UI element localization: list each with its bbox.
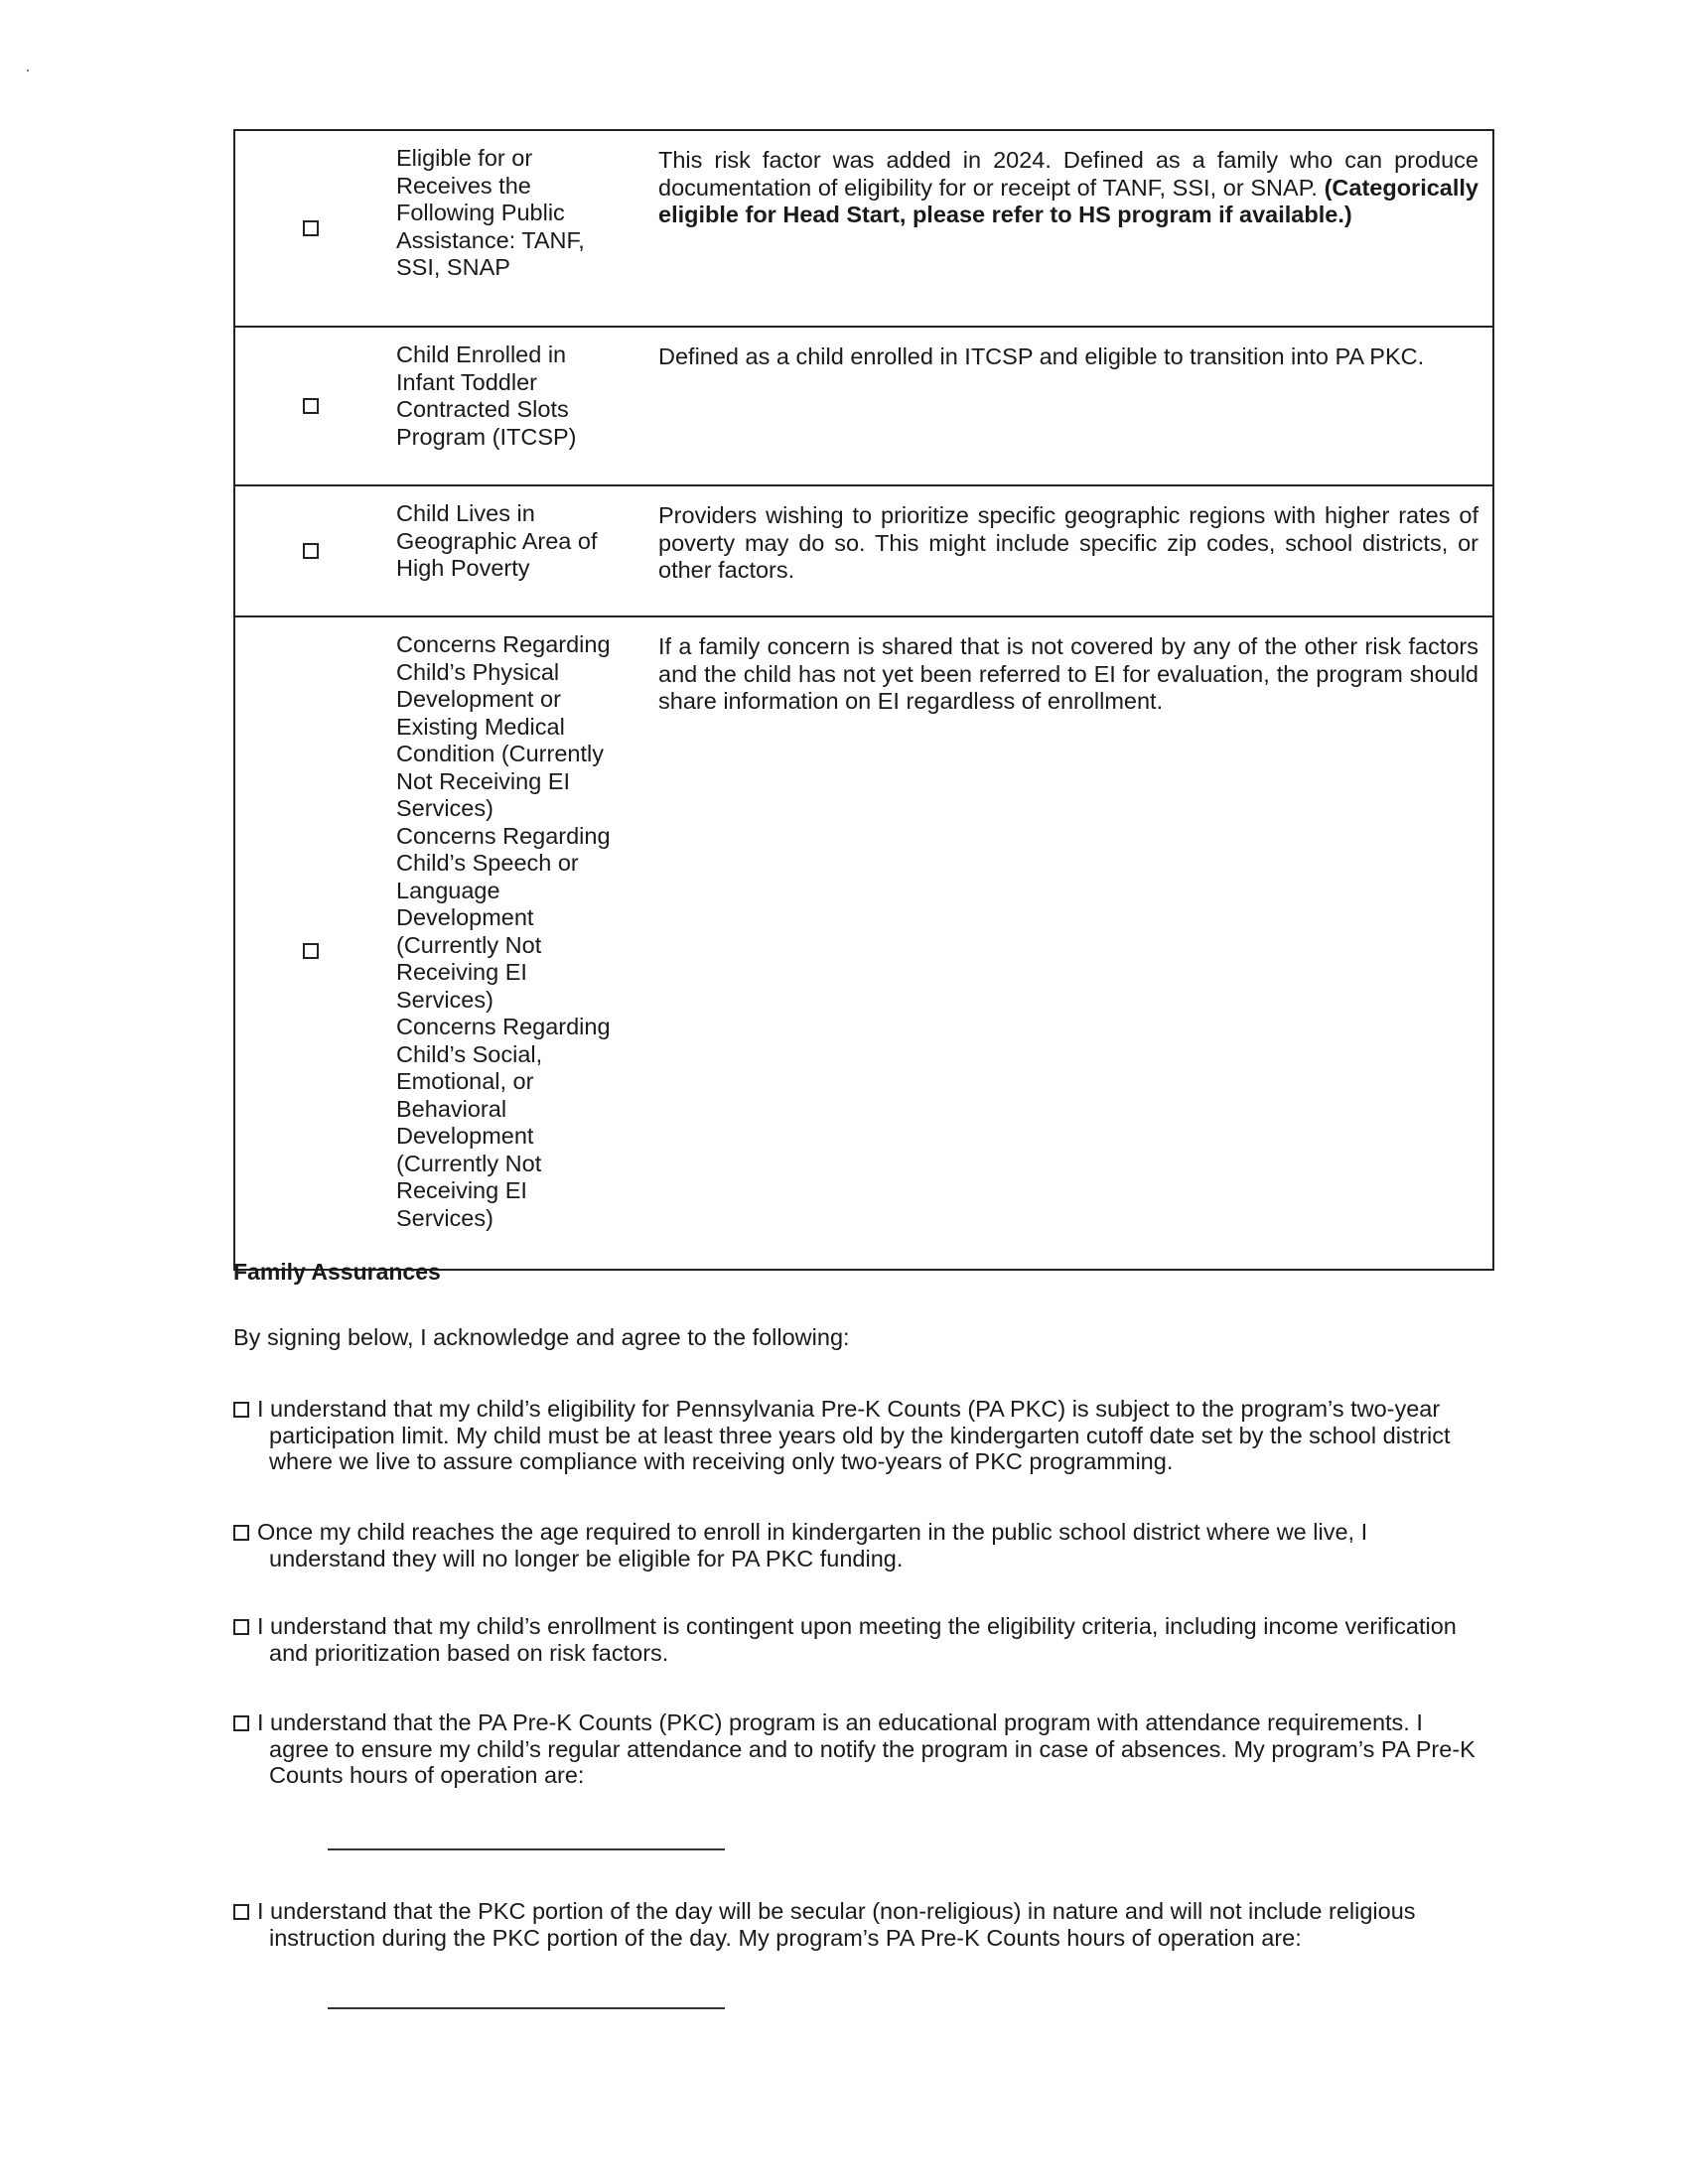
risk-factor-label: Child Enrolled in Infant Toddler Contracted Slots Program (ITCSP) [394, 327, 655, 485]
risk-row-development-concerns [234, 616, 1493, 1270]
risk-checkbox-itcsp[interactable] [303, 398, 319, 414]
risk-row-itcsp [234, 327, 1493, 485]
assurance-item: I understand that my child’s eligibility for Pennsylvania Pre-K Counts (PA PKC) is subject to the program’s two-year participation limit. My child must be at least three years old by the kindergarten cutoff date set by the school district where we live to assure compliance with receiving only two-years of PKC programming. [233, 1396, 1479, 1475]
assurance-checkbox[interactable] [233, 1619, 249, 1635]
risk-factor-description: This risk factor was added in 2024. Defined as a family who can produce documentation of eligibility for or receipt of TANF, SSI, or SNAP. (Categorically eligible for Head Start, please refer to HS program if available.) [655, 130, 1493, 327]
risk-factor-description: If a family concern is shared that is not covered by any of the other risk factors and the child has not yet been referred to EI for evaluation, the program should share information on EI regardless of enrollment. [655, 616, 1493, 1270]
scan-speck [27, 69, 29, 71]
risk-factor-table [233, 129, 1494, 1271]
assurance-checkbox[interactable] [233, 1525, 249, 1541]
risk-row-public-assistance [234, 130, 1493, 327]
family-assurances-intro: By signing below, I acknowledge and agree to the following: [233, 1324, 850, 1350]
assurance-item: I understand that my child’s enrollment is contingent upon meeting the eligibility criteria, including income verification and prioritization based on risk factors. [233, 1613, 1479, 1666]
assurance-checkbox[interactable] [233, 1402, 249, 1418]
risk-checkbox-public-assistance[interactable] [303, 220, 319, 236]
risk-checkbox-high-poverty[interactable] [303, 543, 319, 559]
assurance-checkbox[interactable] [233, 1904, 249, 1920]
risk-factor-description: Providers wishing to prioritize specific geographic regions with higher rates of poverty may do so. This might include specific zip codes, school districts, or other factors. [655, 485, 1493, 616]
risk-factor-description: Defined as a child enrolled in ITCSP and eligible to transition into PA PKC. [655, 327, 1493, 485]
hours-of-operation-blank-line[interactable] [328, 2007, 725, 2009]
hours-of-operation-blank-line[interactable] [328, 1848, 725, 1850]
risk-checkbox-development-concerns[interactable] [303, 943, 319, 959]
risk-factor-label: Concerns Regarding Child’s Physical Development or Existing Medical Condition (Currently Not Receiving EI Services) Concerns Regarding Child’s Speech or Language Development (Currently Not Receiving EI Services) Concerns Regarding Child’s Social, Emotional, or Behavioral Development (Currently Not Receiving EI Services) [394, 616, 655, 1270]
assurance-item: Once my child reaches the age required to enroll in kindergarten in the public school district where we live, I understand they will no longer be eligible for PA PKC funding. [233, 1519, 1479, 1571]
risk-row-high-poverty [234, 485, 1493, 616]
assurance-checkbox[interactable] [233, 1715, 249, 1731]
assurance-item: I understand that the PA Pre-K Counts (PKC) program is an educational program with attendance requirements. I agree to ensure my child’s regular attendance and to notify the program in case of absences. My program’s PA Pre-K Counts hours of operation are: [233, 1709, 1479, 1789]
assurance-item: I understand that the PKC portion of the day will be secular (non-religious) in nature and will not include religious instruction during the PKC portion of the day. My program’s PA Pre-K Counts hours of operation are: [233, 1898, 1479, 1951]
family-assurances-heading: Family Assurances [233, 1259, 441, 1285]
risk-factor-label: Child Lives in Geographic Area of High Poverty [394, 485, 655, 616]
risk-factor-label: Eligible for or Receives the Following Public Assistance: TANF, SSI, SNAP [394, 130, 655, 327]
